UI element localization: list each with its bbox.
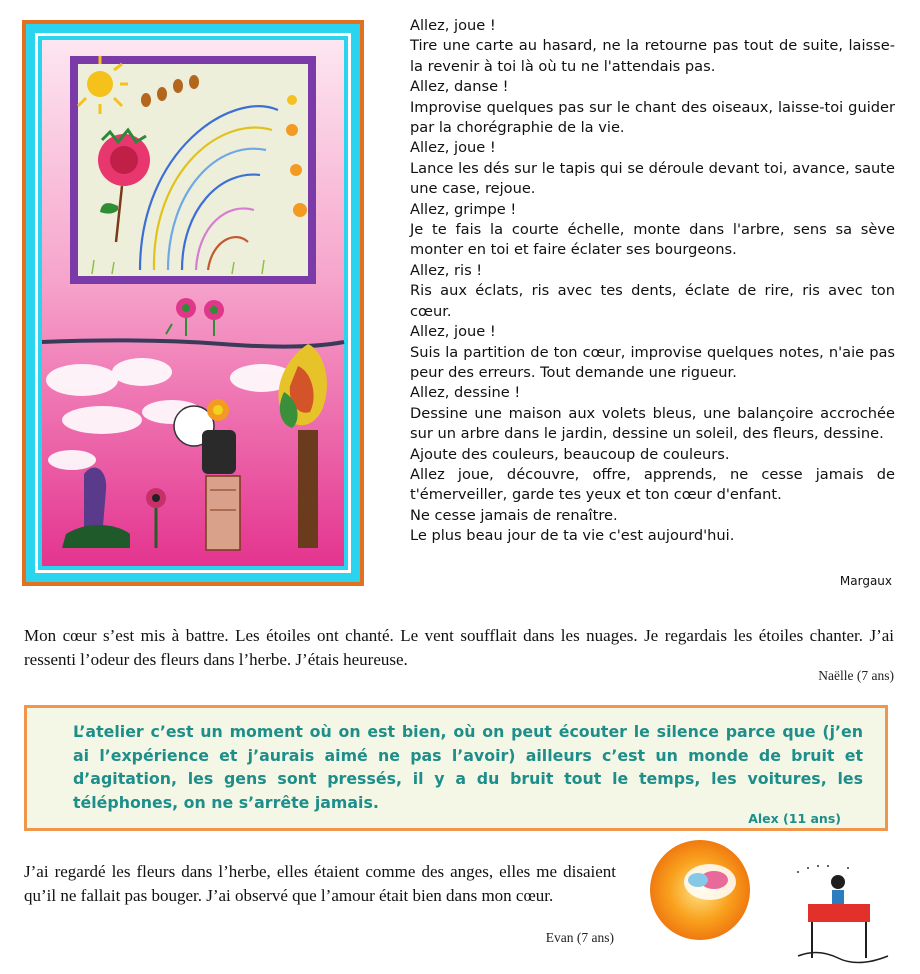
poem-line: Ne cesse jamais de renaître. bbox=[410, 506, 618, 524]
poem-line: Je te fais la courte échelle, monte dans l'arbre, sens sa sève monter en toi et faire éclater ses bourgeons. bbox=[410, 221, 895, 259]
sun-drawing-illustration bbox=[648, 838, 908, 968]
poem-line: Suis la partition de ton cœur, improvise quelques notes, n'aie pas peur des erreurs. Tout demande une rigueur. bbox=[410, 343, 895, 381]
alex-author: Alex (11 ans) bbox=[748, 811, 841, 826]
poem-line: Allez, ris ! bbox=[410, 261, 483, 279]
poem-line: Allez, joue ! bbox=[410, 323, 496, 341]
poem-line: Allez, joue ! bbox=[410, 139, 496, 157]
poem-line: Allez, grimpe ! bbox=[410, 200, 517, 218]
poem-line: Allez, dessine ! bbox=[410, 384, 521, 402]
poem-line: Allez, joue ! bbox=[410, 17, 496, 34]
poem-line: Ris aux éclats, ris avec tes dents, éclate de rire, ris avec ton cœur. bbox=[410, 282, 895, 320]
children-drawing-illustration bbox=[22, 20, 364, 586]
alex-quote-text: L’atelier c’est un moment où on est bien, où on peut écouter le silence parce que (j’en ai l’expérience et j’aurais aimé ne pas l’avoir) ailleurs c’est un monde de bruit et d’agitation, les gens sont pressés, il y a du bruit tout le temps, les voitures, les téléphones, on ne s’arrête jamais. bbox=[73, 722, 863, 812]
evan-paragraph: J’ai regardé les fleurs dans l’herbe, elles étaient comme des anges, elles me disaient qu’il ne fallait pas bouger. J’ai observé que l’amour était bien dans mon cœur. bbox=[24, 862, 616, 905]
poem-line: Dessine une maison aux volets bleus, une balançoire accrochée sur un arbre dans le jardin, dessine un soleil, des fleurs, dessine. bbox=[410, 404, 895, 443]
poem-author: Margaux bbox=[839, 574, 892, 588]
poem-line: Lance les dés sur le tapis qui se déroule devant toi, avance, saute une case, rejoue. bbox=[410, 159, 895, 198]
naelle-author: Naëlle (7 ans) bbox=[818, 668, 894, 683]
poem-line: Tire une carte au hasard, ne la retourne pas tout de suite, laisse-la revenir à toi là où tu ne l'attendais pas. bbox=[410, 37, 895, 75]
poem-line: Allez, danse ! bbox=[410, 78, 509, 96]
poem-line: Le plus beau jour de ta vie c'est aujourd'hui. bbox=[410, 527, 735, 545]
alex-quote-box bbox=[24, 705, 888, 831]
evan-author: Evan (7 ans) bbox=[545, 930, 614, 945]
naelle-paragraph: Mon cœur s’est mis à battre. Les étoiles ont chanté. Le vent soufflait dans les nuages. Je regardais les étoiles chanter. J’ai ressenti l’odeur des fleurs dans l’herbe. J’étais heureuse. bbox=[24, 626, 894, 669]
poem-block bbox=[410, 16, 895, 547]
poem-line: Improvise quelques pas sur le chant des oiseaux, laisse-toi guider par la chorégraphie de la vie. bbox=[410, 98, 895, 137]
poem-line: Allez joue, découvre, offre, apprends, ne cesse jamais de t'émerveiller, garde tes yeux et ton cœur d'enfant. bbox=[410, 465, 895, 504]
poem-line: Ajoute des couleurs, beaucoup de couleurs. bbox=[410, 445, 730, 463]
